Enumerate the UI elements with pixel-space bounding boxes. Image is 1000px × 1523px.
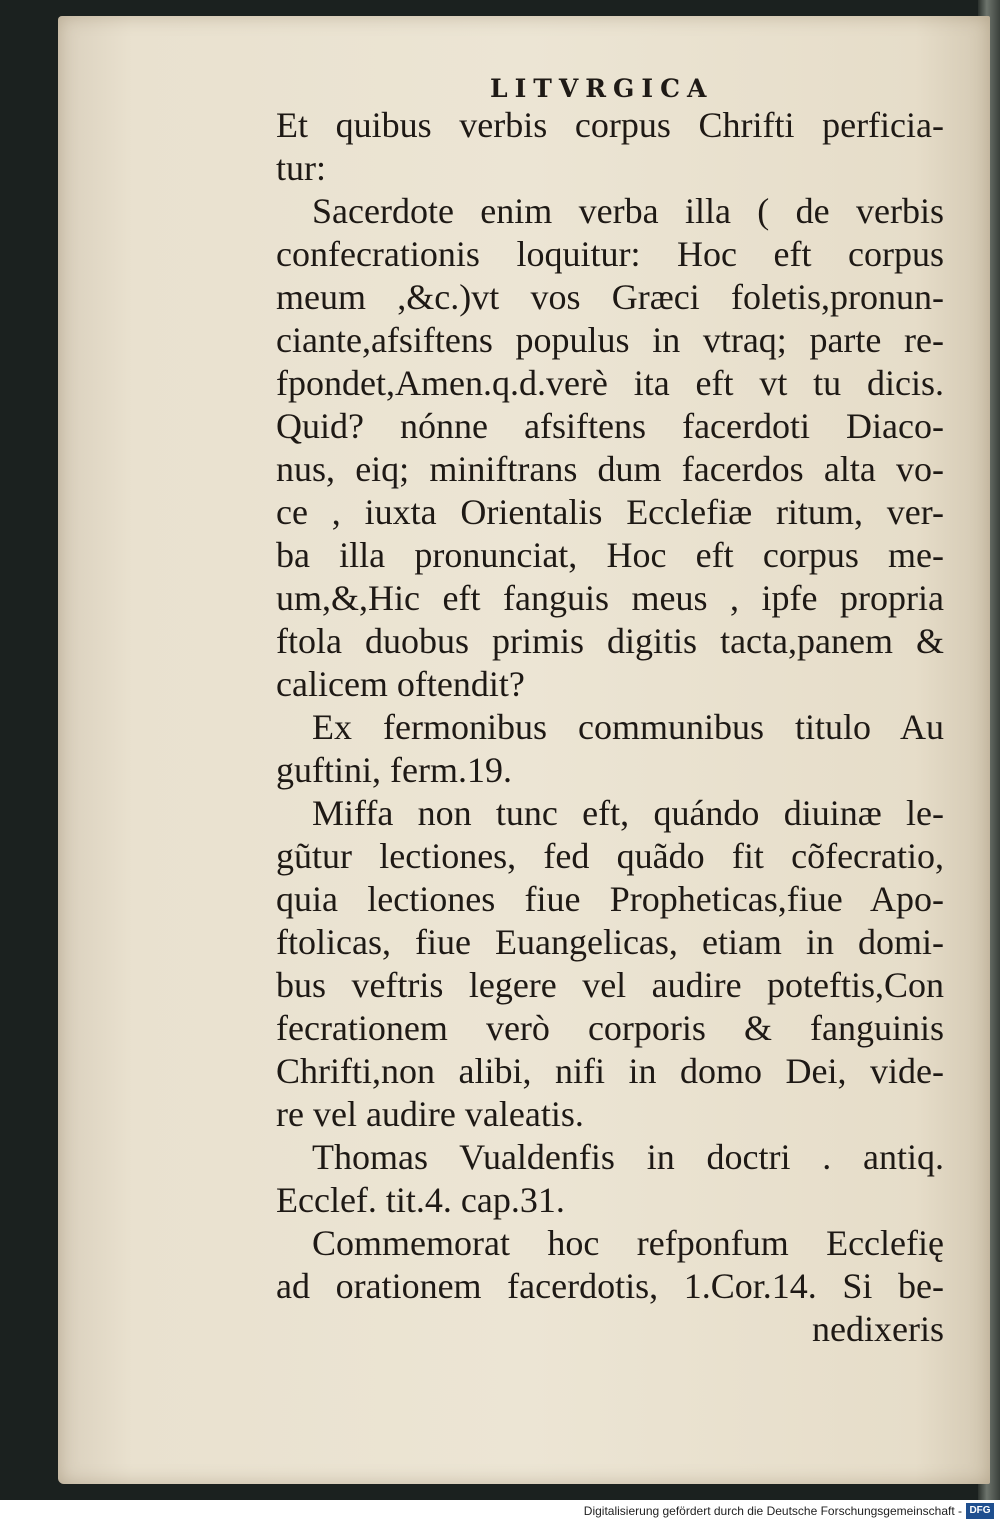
text-line: ad orationem facerdotis, 1.Cor.14. Si be-	[276, 1266, 944, 1306]
footer-bar	[0, 1500, 1000, 1523]
text-line: Miffa non tunc eft, quándo diuinæ le-	[312, 793, 944, 833]
text-line: ftola duobus primis digitis tacta,panem &	[276, 621, 944, 661]
catchword: nedixeris	[812, 1309, 944, 1349]
text-line: um,&,Hic eft fanguis meus , ipfe propria	[276, 578, 944, 618]
text-line: meum ,&c.)vt vos Græci foletis,pronun-	[276, 277, 944, 317]
text-line: nus, eiq; miniftrans dum facerdos alta vo-	[276, 449, 944, 489]
text-line: calicem oftendit?	[276, 664, 525, 704]
text-line: re vel audire valeatis.	[276, 1094, 584, 1134]
text-line: Ecclef. tit.4. cap.31.	[276, 1180, 565, 1220]
text-line: Chrifti,non alibi, nifi in domo Dei, vide-	[276, 1051, 944, 1091]
text-line: ba illa pronunciat, Hoc eft corpus me-	[276, 535, 944, 575]
text-line: Commemorat hoc refponfum Ecclefię	[312, 1223, 944, 1263]
text-line: ftolicas, fiue Euangelicas, etiam in domi-	[276, 922, 944, 962]
text-line: Thomas Vualdenfis in doctri . antiq.	[312, 1137, 944, 1177]
text-line: Ex fermonibus communibus titulo Au	[312, 707, 944, 747]
text-line: Quid? nónne afsiftens facerdoti Diaco-	[276, 406, 944, 446]
text-line: Sacerdote enim verba illa ( de verbis	[312, 191, 944, 231]
text-line: fpondet,Amen.q.d.verè ita eft vt tu dicis.	[276, 363, 944, 403]
text-line: Et quibus verbis corpus Chrifti perficia-	[276, 105, 944, 145]
text-line: confecrationis loquitur: Hoc eft corpus	[276, 234, 944, 274]
body-text	[276, 104, 944, 1351]
text-line: tur:	[276, 148, 326, 188]
running-head: LITVRGICA	[490, 74, 714, 103]
text-line: bus veftris legere vel audire poteftis,Con	[276, 965, 944, 1005]
text-line: ce , iuxta Orientalis Ecclefiæ ritum, ver-	[276, 492, 944, 532]
text-line: fecrationem verò corporis & fanguinis	[276, 1008, 944, 1048]
text-line: ciante,afsiftens populus in vtraq; parte re-	[276, 320, 944, 360]
text-line: gũtur lectiones, fed quãdo fit cõfecratio,	[276, 836, 944, 876]
dfg-logo: DFG	[966, 1503, 994, 1519]
footer-credit: Digitalisierung gefördert durch die Deutsche Forschungsgemeinschaft -	[583, 1504, 962, 1518]
text-line: guftini, ferm.19.	[276, 750, 512, 790]
text-line: quia lectiones fiue Propheticas,fiue Apo-	[276, 879, 944, 919]
